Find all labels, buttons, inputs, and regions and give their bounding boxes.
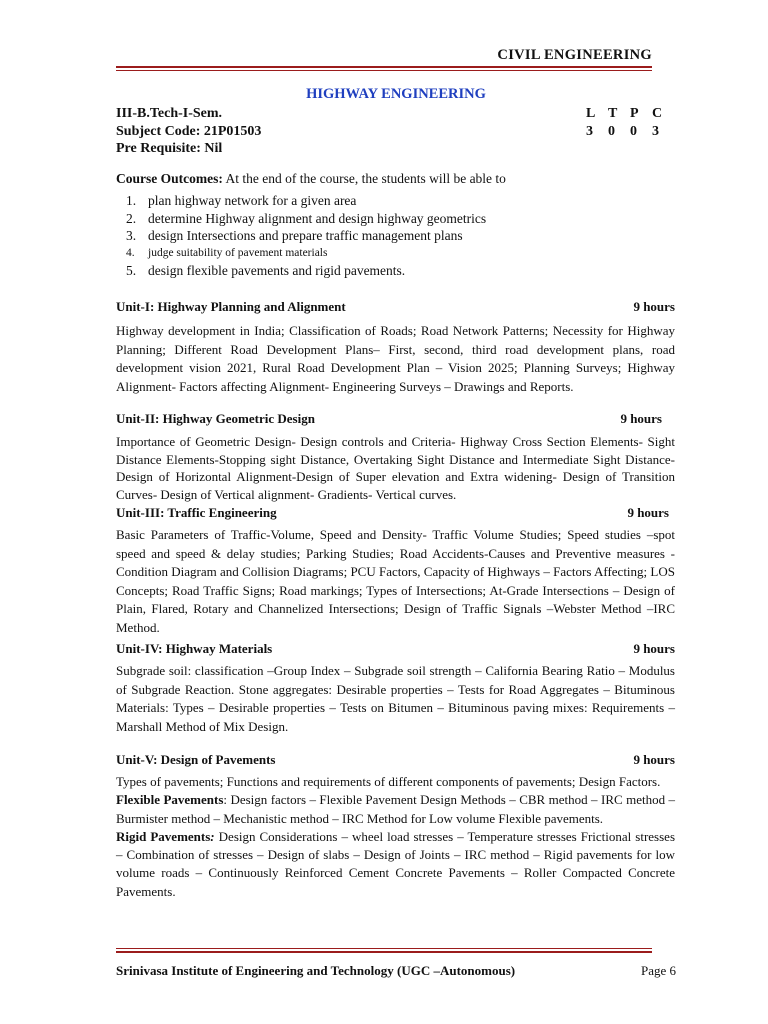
header-rule — [116, 66, 652, 71]
footer-rule — [116, 948, 652, 953]
outcomes-intro-text: At the end of the course, the students will be able to — [225, 171, 506, 186]
rigid-pavements-paragraph — [116, 828, 675, 901]
unit-5-hours: 9 hours — [633, 752, 675, 767]
unit-3-title: Unit-III: Traffic Engineering — [116, 505, 277, 520]
department-header: CIVIL ENGINEERING — [497, 47, 652, 63]
outcomes-label: Course Outcomes: — [116, 171, 223, 186]
list-item-text: determine Highway alignment and design highway geometrics — [148, 210, 487, 226]
outcomes-list — [126, 192, 486, 280]
ltpc-labels — [586, 105, 674, 123]
unit-1-body: Highway development in India; Classification of Roads; Road Network Patterns; Necessity for Highway Planning; Different Road Development Plans– First, second, third road development plans, road development vision 2021, Rural Road Development Plan – Vision 2025; Planning Surveys; Highway Alignment- Factors affecting Alignment- Engineering Surveys – Drawings and Reports. — [116, 323, 675, 394]
semester: III-B.Tech-I-Sem. — [116, 106, 223, 121]
list-item-number: 1. — [126, 193, 137, 208]
list-item-number: 2. — [126, 210, 137, 226]
unit-5-title: Unit-V: Design of Pavements — [116, 752, 276, 767]
unit-1-hours: 9 hours — [633, 299, 675, 314]
list-item-text: design Intersections and prepare traffic management plans — [148, 228, 463, 243]
unit-2-hours: 9 hours — [620, 411, 662, 426]
ltpc-table — [586, 105, 674, 140]
outcomes-intro — [116, 171, 506, 187]
unit-5-intro: Types of pavements; Functions and requirements of different components of pavements; Design Factors. — [116, 774, 661, 789]
list-item-text: design flexible pavements and rigid pavements. — [148, 263, 406, 278]
flexible-pavements-paragraph — [116, 791, 675, 828]
ltpc-value-l: 3 — [586, 123, 593, 139]
list-item-text: plan highway network for a given area — [148, 193, 357, 208]
page-number: Page 6 — [640, 963, 676, 978]
list-item — [126, 227, 486, 245]
list-item — [126, 192, 486, 210]
rigid-pavements-colon: : — [210, 828, 215, 844]
ltpc-value-c: 3 — [652, 123, 659, 139]
ltpc-label-c: C — [652, 106, 663, 121]
unit-4-title: Unit-IV: Highway Materials — [116, 641, 273, 656]
list-item-number: 5. — [126, 263, 137, 278]
unit-2-body: Importance of Geometric Design- Design controls and Criteria- Highway Cross Section Elements- Sight Distance Elements-Stopping sight Distance, Overtaking Sight Distance and Intermediate Sight Distance- Design of Horizontal Alignment-Design of Super elevation and Extra widening- Design of Transition Curves- Design of Vertical alignment- Gradients- Vertical curves. — [116, 434, 675, 502]
list-item-number: 3. — [126, 228, 137, 243]
unit-4-hours: 9 hours — [633, 641, 675, 656]
list-item-number: 4. — [126, 246, 135, 259]
unit-3-body: Basic Parameters of Traffic-Volume, Speed and Density- Traffic Volume Studies; Speed studies –spot speed and speed & delay studies; Parking Studies; Road Accidents-Causes and Preventive measures - Condition Diagram and Collision Diagrams; PCU Factors, Capacity of Highways – Factors Affecting; LOS Concepts; Road Traffic Signs; Road markings; Types of Intersections; At-Grade Intersections – Design of Plain, Flared, Rotary and Channelized Intersections; Design of Traffic Signals –Webster Method –IRC Method. — [116, 527, 675, 635]
course-title: HIGHWAY ENGINEERING — [306, 86, 486, 102]
rigid-pavements-label: Rigid Pavements — [116, 828, 211, 844]
ltpc-label-p: P — [630, 106, 639, 121]
subject-code: Subject Code: 21P01503 — [116, 123, 262, 139]
rigid-pavements-text: Design Considerations – wheel load stresses – Temperature stresses Frictional stresses – Combination of stresses – Design of slabs – Design of Joints – IRC method – Rigid pavements for low volume roads – Continuously Reinforced Cement Concrete Pavements – Roller Compacted Concrete Pavements. — [116, 828, 676, 899]
ltpc-values — [586, 123, 674, 141]
footer-institute: Srinivasa Institute of Engineering and Technology (UGC –Autonomous) — [116, 963, 516, 978]
ltpc-label-l: L — [586, 106, 596, 121]
unit-3-hours: 9 hours — [627, 505, 669, 520]
list-item — [126, 245, 486, 263]
prerequisite: Pre Requisite: Nil — [116, 141, 223, 156]
unit-2-title: Unit-II: Highway Geometric Design — [116, 411, 315, 426]
ltpc-label-t: T — [608, 106, 618, 121]
flexible-pavements-text: : Design factors – Flexible Pavement Design Methods – CBR method – IRC method – Burmister method – Mechanistic method – IRC Method for Low volume Flexible pavements. — [116, 792, 675, 826]
unit-1-title: Unit-I: Highway Planning and Alignment — [116, 299, 346, 314]
list-item — [126, 210, 486, 228]
unit-4-body: Subgrade soil: classification –Group Index – Subgrade soil strength – California Bearing Ratio – Modulus of Subgrade Reaction. Stone aggregates: Desirable properties – Tests for Road Aggregates – Bituminous Materials: Types – Desirable properties – Tests on Bitumen – Bituminous paving mixes: Requirements – Marshall Method of Mix Design. — [116, 663, 675, 734]
ltpc-value-p: 0 — [630, 123, 637, 139]
ltpc-value-t: 0 — [608, 123, 615, 139]
list-item — [126, 262, 486, 280]
course-meta — [116, 105, 261, 158]
unit-5-body — [116, 773, 675, 901]
list-item-text: judge suitability of pavement materials — [148, 246, 328, 259]
flexible-pavements-label: Flexible Pavements — [116, 792, 224, 808]
